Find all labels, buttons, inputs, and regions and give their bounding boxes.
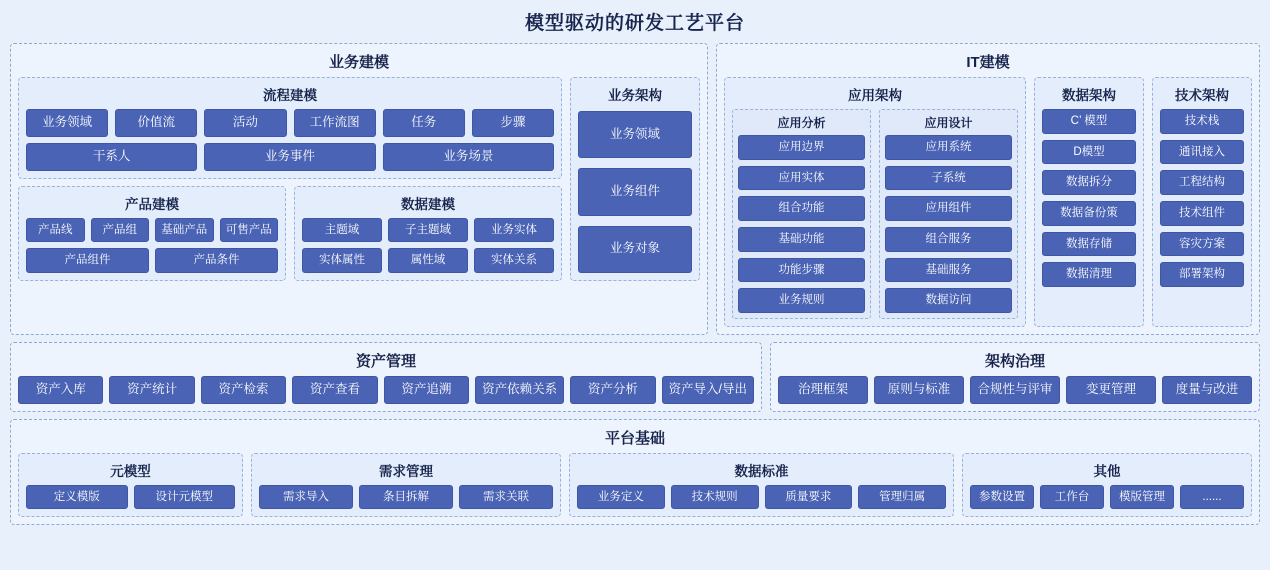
app-analysis-item[interactable]: 应用边界	[738, 135, 865, 160]
requirement-management-item[interactable]: 条目拆解	[359, 485, 453, 510]
data-architecture-item[interactable]: 数据清理	[1042, 262, 1136, 287]
app-analysis-item[interactable]: 功能步骤	[738, 258, 865, 283]
requirement-management-item[interactable]: 需求关联	[459, 485, 553, 510]
architecture-governance-title: 架构治理	[984, 352, 1045, 370]
application-design-panel	[879, 109, 1018, 319]
data-standard-item[interactable]: 管理归属	[858, 485, 946, 510]
product-item[interactable]: 产品条件	[155, 248, 278, 273]
top-section	[10, 43, 1260, 335]
technical-architecture-item[interactable]: 部署架构	[1160, 262, 1244, 287]
app-design-item[interactable]: 应用组件	[885, 196, 1012, 221]
other-item[interactable]: ......	[1180, 485, 1244, 510]
architecture-governance-item[interactable]: 原则与标准	[874, 376, 964, 404]
page-title: 模型驱动的研发工艺平台	[524, 13, 745, 34]
asset-management-item[interactable]: 资产导入/导出	[662, 376, 754, 404]
technical-architecture-item[interactable]: 通讯接入	[1160, 140, 1244, 165]
product-modeling-panel	[18, 186, 286, 281]
business-architecture-item[interactable]: 业务对象	[578, 226, 692, 273]
process-item[interactable]: 任务	[383, 109, 465, 137]
requirement-management-title: 需求管理	[379, 463, 433, 479]
data-modeling-panel	[294, 186, 562, 281]
other-item[interactable]: 参数设置	[970, 485, 1034, 510]
data-model-item[interactable]: 属性域	[388, 248, 468, 273]
asset-management-item[interactable]: 资产检索	[201, 376, 286, 404]
data-model-item[interactable]: 子主题域	[388, 218, 468, 243]
process-item[interactable]: 步骤	[472, 109, 554, 137]
process-item[interactable]: 干系人	[26, 143, 197, 171]
technical-architecture-item[interactable]: 技术组件	[1160, 201, 1244, 226]
data-model-item[interactable]: 实体属性	[302, 248, 382, 273]
other-item[interactable]: 模版管理	[1110, 485, 1174, 510]
process-item[interactable]: 业务领域	[26, 109, 108, 137]
asset-management-item[interactable]: 资产入库	[18, 376, 103, 404]
app-analysis-item[interactable]: 业务规则	[738, 288, 865, 313]
requirement-management-panel	[251, 453, 561, 518]
asset-management-item[interactable]: 资产追溯	[384, 376, 469, 404]
meta-model-item[interactable]: 定义模版	[26, 485, 128, 510]
business-architecture-item[interactable]: 业务领域	[578, 111, 692, 158]
meta-model-title: 元模型	[110, 463, 151, 479]
asset-management-item[interactable]: 资产依赖关系	[475, 376, 564, 404]
asset-management-panel	[10, 342, 762, 412]
app-analysis-item[interactable]: 组合功能	[738, 196, 865, 221]
app-design-item[interactable]: 子系统	[885, 166, 1012, 191]
asset-management-item[interactable]: 资产查看	[292, 376, 377, 404]
application-architecture-title: 应用架构	[848, 88, 902, 103]
business-modeling-title: 业务建模	[328, 54, 389, 71]
other-panel	[962, 453, 1252, 518]
architecture-governance-item[interactable]: 合规性与评审	[970, 376, 1060, 404]
data-architecture-item[interactable]: 数据存储	[1042, 232, 1136, 257]
architecture-governance-item[interactable]: 变更管理	[1066, 376, 1156, 404]
middle-section	[10, 342, 1260, 412]
data-architecture-item[interactable]: D模型	[1042, 140, 1136, 165]
data-standard-item[interactable]: 业务定义	[577, 485, 665, 510]
data-modeling-title: 数据建模	[401, 196, 455, 212]
product-item[interactable]: 基础产品	[155, 218, 214, 243]
product-item[interactable]: 产品线	[26, 218, 85, 243]
application-design-title: 应用设计	[924, 116, 973, 130]
technical-architecture-title: 技术架构	[1175, 88, 1229, 103]
data-standard-item[interactable]: 质量要求	[765, 485, 853, 510]
business-architecture-title: 业务架构	[608, 88, 662, 103]
process-item[interactable]: 活动	[204, 109, 286, 137]
app-design-item[interactable]: 数据访问	[885, 288, 1012, 313]
app-analysis-item[interactable]: 应用实体	[738, 166, 865, 191]
data-model-item[interactable]: 主题域	[302, 218, 382, 243]
data-standard-panel	[569, 453, 954, 518]
technical-architecture-panel	[1152, 77, 1252, 327]
data-architecture-panel	[1034, 77, 1144, 327]
asset-management-title: 资产管理	[355, 352, 416, 370]
data-standard-item[interactable]: 技术规则	[671, 485, 759, 510]
meta-model-panel	[18, 453, 243, 518]
app-analysis-item[interactable]: 基础功能	[738, 227, 865, 252]
platform-base-panel	[10, 419, 1260, 526]
application-analysis-title: 应用分析	[777, 116, 826, 130]
app-design-item[interactable]: 组合服务	[885, 227, 1012, 252]
business-architecture-item[interactable]: 业务组件	[578, 168, 692, 215]
process-item[interactable]: 业务事件	[204, 143, 375, 171]
technical-architecture-item[interactable]: 容灾方案	[1160, 232, 1244, 257]
data-architecture-item[interactable]: 数据拆分	[1042, 170, 1136, 195]
asset-management-item[interactable]: 资产统计	[109, 376, 194, 404]
product-modeling-title: 产品建模	[125, 196, 179, 212]
process-item[interactable]: 业务场景	[383, 143, 554, 171]
application-analysis-panel	[732, 109, 871, 319]
data-architecture-item[interactable]: C’ 模型	[1042, 109, 1136, 134]
data-model-item[interactable]: 实体关系	[474, 248, 554, 273]
app-design-item[interactable]: 应用系统	[885, 135, 1012, 160]
product-item[interactable]: 产品组	[91, 218, 150, 243]
it-modeling-title: IT建模	[966, 54, 1010, 71]
it-modeling-panel	[716, 43, 1260, 335]
asset-management-item[interactable]: 资产分析	[570, 376, 655, 404]
meta-model-item[interactable]: 设计元模型	[134, 485, 236, 510]
business-modeling-panel	[10, 43, 708, 335]
technical-architecture-item[interactable]: 工程结构	[1160, 170, 1244, 195]
architecture-governance-panel	[770, 342, 1260, 412]
other-title: 其他	[1093, 463, 1121, 479]
data-architecture-title: 数据架构	[1062, 88, 1116, 103]
application-architecture-panel	[724, 77, 1026, 327]
product-item[interactable]: 产品组件	[26, 248, 149, 273]
architecture-governance-item[interactable]: 治理框架	[778, 376, 868, 404]
other-item[interactable]: 工作台	[1040, 485, 1104, 510]
architecture-governance-item[interactable]: 度量与改进	[1162, 376, 1252, 404]
process-item[interactable]: 价值流	[115, 109, 197, 137]
data-model-item[interactable]: 业务实体	[474, 218, 554, 243]
process-modeling-title: 流程建模	[263, 88, 317, 103]
platform-base-title: 平台基础	[604, 429, 665, 447]
app-design-item[interactable]: 基础服务	[885, 258, 1012, 283]
business-architecture-panel	[570, 77, 700, 281]
process-item[interactable]: 工作流图	[294, 109, 376, 137]
product-item[interactable]: 可售产品	[220, 218, 279, 243]
data-standard-title: 数据标准	[734, 463, 789, 479]
requirement-management-item[interactable]: 需求导入	[259, 485, 353, 510]
data-architecture-item[interactable]: 数据备份策	[1042, 201, 1136, 226]
technical-architecture-item[interactable]: 技术栈	[1160, 109, 1244, 134]
process-modeling-panel	[18, 77, 562, 179]
